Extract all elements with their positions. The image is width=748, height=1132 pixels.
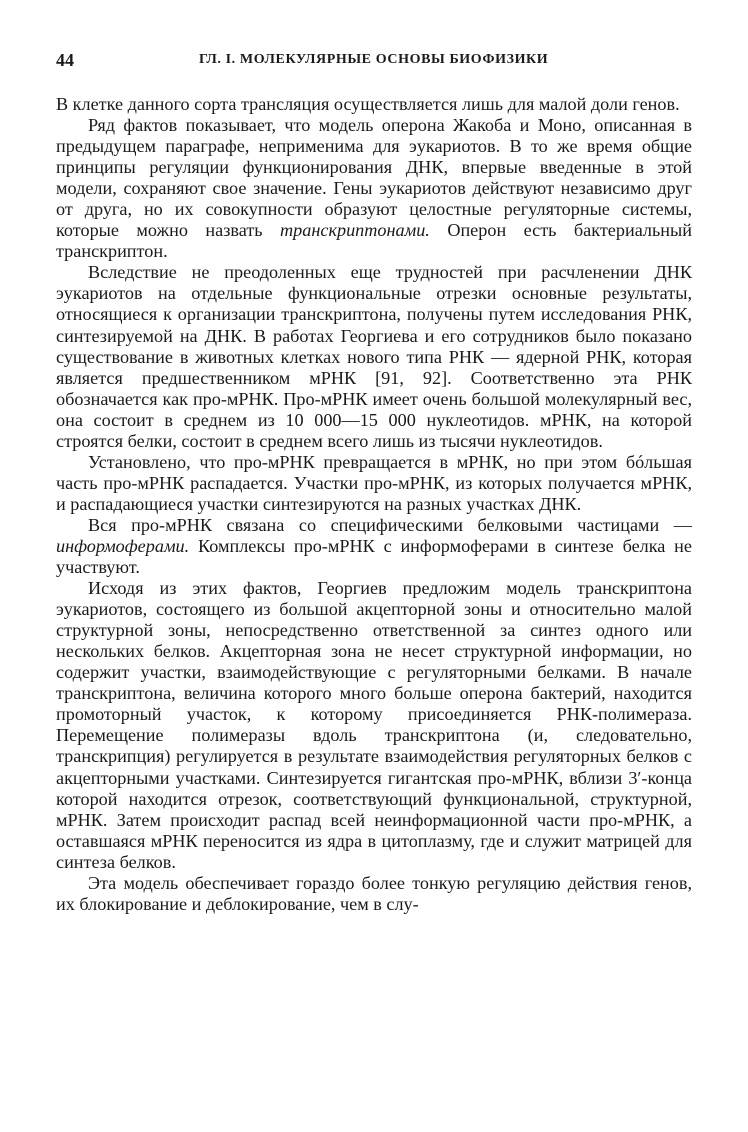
paragraph-1: В клетке данного сорта трансляция осуществляется лишь для малой доли генов. bbox=[56, 94, 680, 114]
paragraph-2 bbox=[56, 115, 692, 262]
paragraph-2-text-b: Оперон есть бактериальный транскриптон. bbox=[56, 220, 692, 262]
paragraph-3: Вследствие не преодоленных еще трудностей при расчленении ДНК эукариотов на отдельные функциональные отрезки основные результаты, относящиеся к организации транскриптона, получены путем исследования РНК, синтезируемой на ДНК. В работах Георгиева и его сотрудников было показано существование в животных клетках нового типа РНК — ядерной РНК, которая является предшественником мРНК [91, 92]. Соответственно эта РНК обозначается как про-мРНК. Про-мРНК имеет очень большой молекулярный вес, она состоит в среднем из 10 000—15 000 нуклеотидов. мРНК, на которой строятся белки, состоит в среднем всего лишь из тысячи нуклеотидов. bbox=[56, 262, 692, 451]
paragraph-5-text-b: Комплексы про-мРНК с информоферами в синтезе белка не участвуют. bbox=[56, 535, 692, 578]
body-text bbox=[56, 94, 692, 915]
term-informofers: информоферами. bbox=[56, 535, 190, 556]
paragraph-4: Установлено, что про-мРНК превращается в мРНК, но при этом бóльшая часть про-мРНК распадается. Участки про-мРНК, из которых получается мРНК, и распадающиеся участки синтезируются на разных участках ДНК. bbox=[56, 451, 692, 514]
paragraph-2-text-a: Ряд фактов показывает, что модель оперона Жакоба и Моно, описанная в предыдущем параграфе, неприменима для эукариотов. В то же время общие принципы регуляции функционирования ДНК, впервые введенные в этой модели, сохраняют свое значение. Гены эукариотов действуют независимо друг от друга, но их совокупности образуют целостные регуляторные системы, которые можно назвать bbox=[56, 115, 692, 241]
running-title: ГЛ. I. МОЛЕКУЛЯРНЫЕ ОСНОВЫ БИОФИЗИКИ bbox=[199, 52, 549, 67]
paragraph-5-text-a: Вся про-мРНК связана со специфическими белковыми частицами — bbox=[88, 514, 692, 535]
paragraph-6: Исходя из этих фактов, Георгиев предложим модель транскриптона эукариотов, состоящего из большой акцепторной зоны и относительно малой структурной зоны, непосредственно ответственной за синтез одного или нескольких белков. Акцепторная зона не несет структурной информации, но содержит участки, взаимодействующие с регуляторными белками. В начале транскриптона, величина которого много больше оперона бактерий, находится промоторный участок, к которому присоединяется РНК-полимераза. Перемещение полимеразы вдоль транскриптона (и, следовательно, транскрипция) регулируется в результате взаимодействия регуляторных белков с акцепторными участками. Синтезируется гигантская про-мРНК, вблизи 3′-конца которой находится отрезок, соответствующий функциональной, структурной, мРНК. Затем происходит распад всей неинформационной части про-мРНК, а оставшаяся мРНК переносится из ядра в цитоплазму, где и служит матрицей для синтеза белков. bbox=[56, 578, 692, 872]
paragraph-7: Эта модель обеспечивает гораздо более тонкую регуляцию действия генов, их блокирование и деблокирование, чем в слу- bbox=[56, 872, 692, 914]
page-number: 44 bbox=[56, 50, 74, 70]
paragraph-5 bbox=[56, 515, 692, 578]
page-header bbox=[56, 50, 692, 74]
term-transcriptons: транскриптонами. bbox=[280, 220, 430, 241]
